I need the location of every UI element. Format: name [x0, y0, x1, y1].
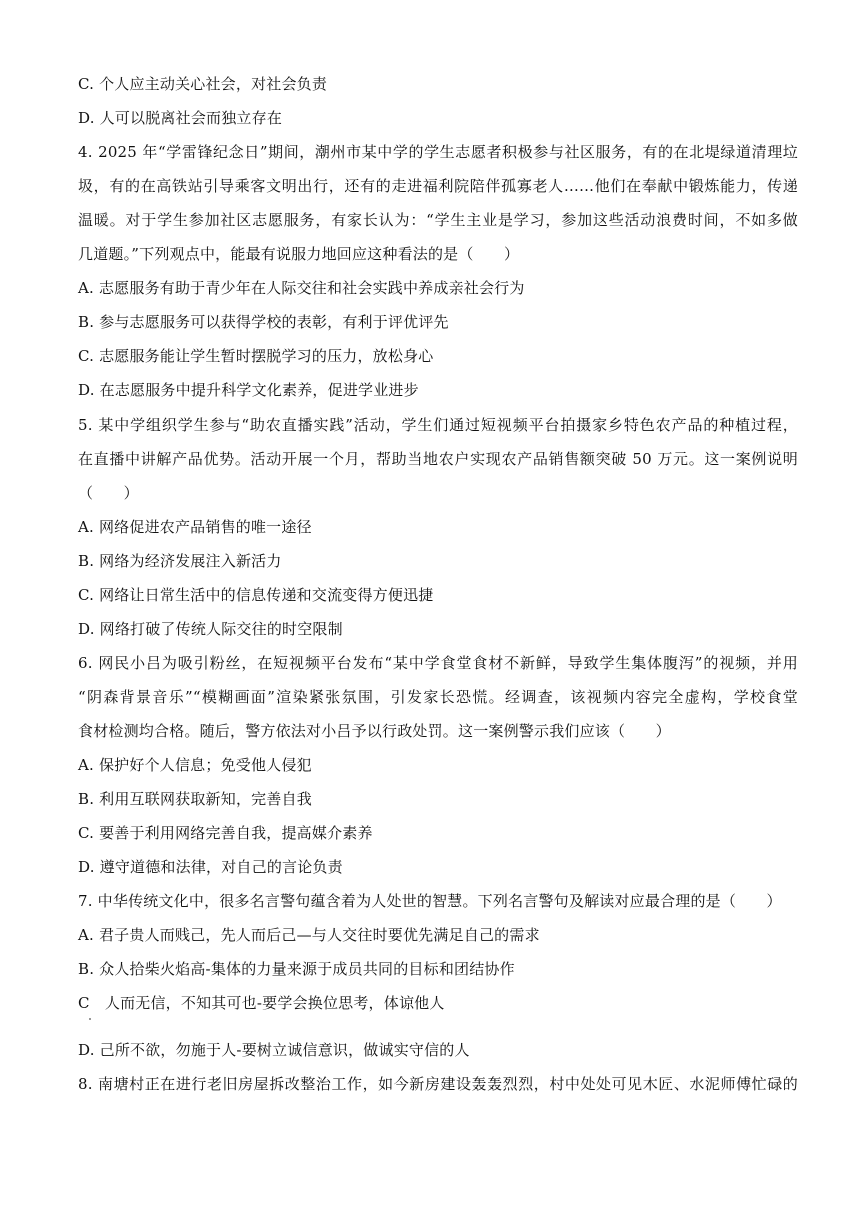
q3-option-c: C. 个人应主动关心社会，对社会负责	[78, 75, 328, 93]
q5-stem-line1: 5. 某中学组织学生参与“助农直播实践”活动，学生们通过短视频平台拍摄家乡特色农产品的种植过程，	[78, 416, 798, 434]
q4-stem-line3: 温暖。对于学生参加社区志愿服务，有家长认为：“学生主业是学习，参加这些活动浪费时间，不如多做	[78, 211, 798, 229]
q4-option-b: B. 参与志愿服务可以获得学校的表彰，有利于评优评先	[78, 313, 449, 331]
q7-option-d: D. 己所不欲，勿施于人-要树立诚信意识，做诚实守信的人	[78, 1041, 470, 1059]
q5-stem-line3: （ ）	[78, 484, 139, 502]
q6-option-c: C. 要善于利用网络完善自我，提高媒介素养	[78, 824, 373, 842]
q4-stem-line2: 圾，有的在高铁站引导乘客文明出行，还有的走进福利院陪伴孤寡老人……他们在奉献中锻炼能力，传递	[78, 177, 798, 195]
q7-stem-line1: 7. 中华传统文化中，很多名言警句蕴含着为人处世的智慧。下列名言警句及解读对应最合理的是（ ）	[78, 892, 782, 910]
q3-option-d: D. 人可以脱离社会而独立存在	[78, 109, 283, 127]
q5-option-c: C. 网络让日常生活中的信息传递和交流变得方便迅捷	[78, 586, 434, 604]
q8-stem-line1: 8. 南塘村正在进行老旧房屋拆改整治工作，如今新房建设轰轰烈烈，村中处处可见木匠、水泥师傅忙碌的	[78, 1075, 798, 1093]
q4-option-a: A. 志愿服务有助于青少年在人际交往和社会实践中养成亲社会行为	[78, 279, 525, 297]
q7-option-c: C 人而无信，不知其可也-要学会换位思考，体谅他人	[78, 994, 445, 1012]
stray-dot	[89, 1018, 91, 1020]
q6-stem-line3: 食材检测均合格。随后，警方依法对小吕予以行政处罚。这一案例警示我们应该（ ）	[78, 722, 671, 740]
q5-option-d: D. 网络打破了传统人际交往的时空限制	[78, 620, 343, 638]
q6-option-d: D. 遵守道德和法律，对自己的言论负责	[78, 858, 343, 876]
q6-stem-line1: 6. 网民小吕为吸引粉丝，在短视频平台发布“某中学食堂食材不新鲜，导致学生集体腹泻”的视频，并用	[78, 654, 798, 672]
q4-option-d: D. 在志愿服务中提升科学文化素养，促进学业进步	[78, 381, 419, 399]
q4-stem-line4: 几道题。”下列观点中，能最有说服力地回应这种看法的是（ ）	[78, 245, 520, 263]
q6-option-a: A. 保护好个人信息；免受他人侵犯	[78, 756, 312, 774]
q7-option-a: A. 君子贵人而贱己，先人而后己—与人交往时要优先满足自己的需求	[78, 926, 540, 944]
q6-option-b: B. 利用互联网获取新知，完善自我	[78, 790, 312, 808]
q5-option-b: B. 网络为经济发展注入新活力	[78, 552, 282, 570]
q6-stem-line2: “阴森背景音乐”“模糊画面”渲染紧张氛围，引发家长恐慌。经调查，该视频内容完全虚构，学校食堂	[78, 688, 798, 706]
q5-stem-line2: 在直播中讲解产品优势。活动开展一个月，帮助当地农户实现农产品销售额突破 50 万元。这一案例说明	[78, 450, 798, 468]
q7-option-b: B. 众人拾柴火焰高-集体的力量来源于成员共同的目标和团结协作	[78, 960, 515, 978]
q5-option-a: A. 网络促进农产品销售的唯一途径	[78, 518, 312, 536]
q4-option-c: C. 志愿服务能让学生暂时摆脱学习的压力，放松身心	[78, 347, 434, 365]
q4-stem-line1: 4. 2025 年“学雷锋纪念日”期间，潮州市某中学的学生志愿者积极参与社区服务，有的在北堤绿道清理垃	[78, 143, 798, 161]
